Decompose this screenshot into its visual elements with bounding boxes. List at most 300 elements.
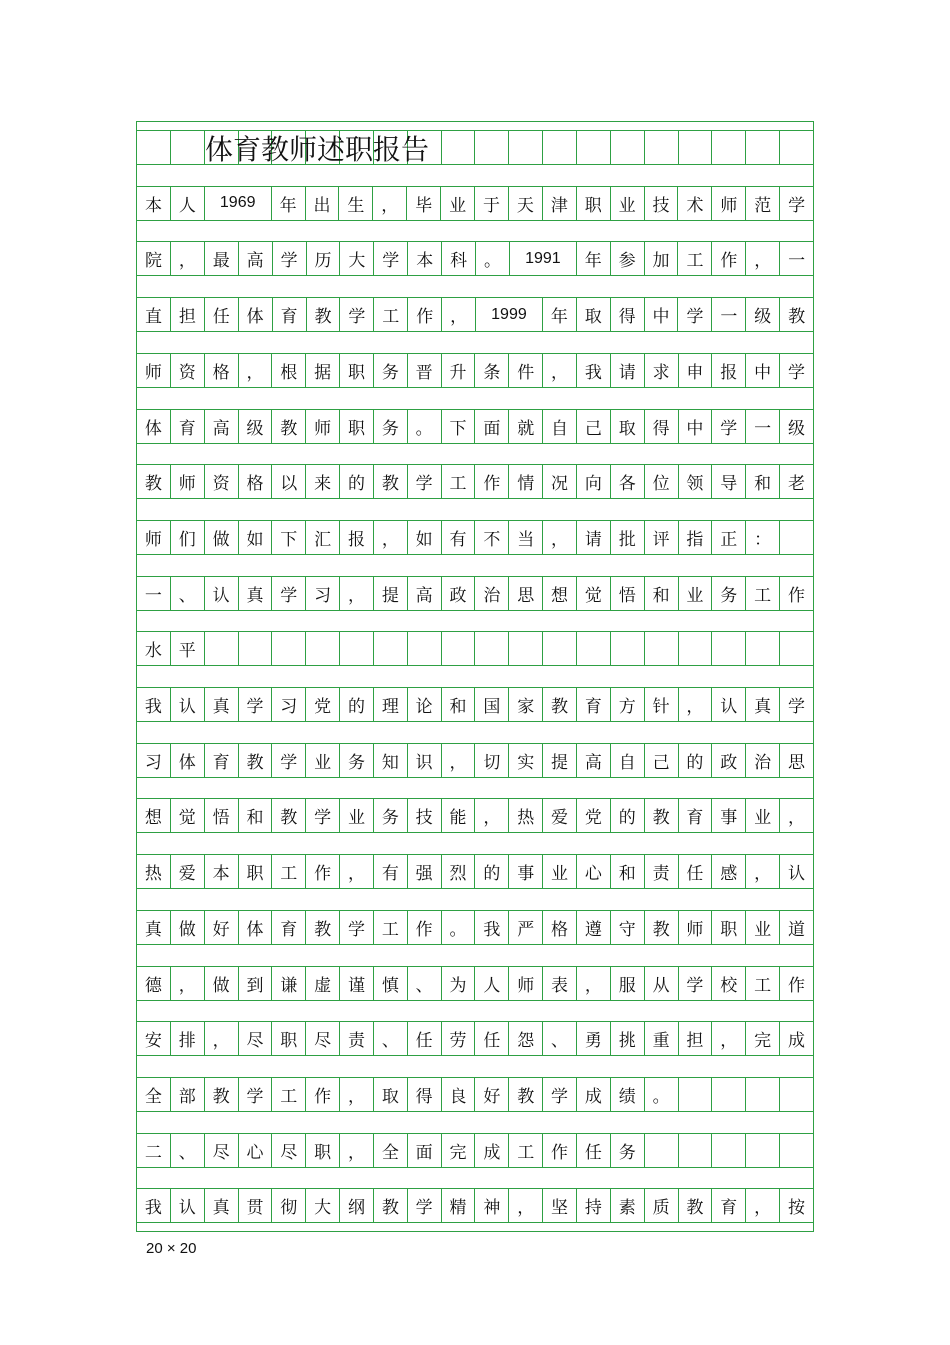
grid-cell: 绩 (611, 1078, 645, 1111)
grid-cell: 政 (442, 577, 476, 610)
grid-cell: 职 (272, 1022, 306, 1055)
grid-cell: 一 (712, 298, 746, 331)
grid-cell: 怨 (509, 1022, 543, 1055)
grid-cell: ： (746, 521, 780, 554)
grid-cell: 请 (577, 521, 611, 554)
grid-cell: 学 (306, 799, 340, 832)
grid-cell: 就 (509, 410, 543, 443)
grid-cell: 爱 (543, 799, 577, 832)
grid-cell: 我 (137, 1189, 171, 1222)
grid-cell: 务 (712, 577, 746, 610)
grid-cell: 不 (475, 521, 509, 554)
grid-cell: 能 (442, 799, 476, 832)
grid-cell: 素 (611, 1189, 645, 1222)
grid-cell: 职 (340, 354, 374, 387)
grid-cell: 教 (374, 465, 408, 498)
text-line (137, 520, 813, 555)
grid-cell: 、 (408, 967, 442, 1000)
grid-cell: 和 (645, 577, 679, 610)
grid-cell: 们 (171, 521, 205, 554)
grid-cell: 以 (272, 465, 306, 498)
grid-cell: ， (239, 354, 273, 387)
grid-cell: 师 (306, 410, 340, 443)
grid-cell: 业 (441, 187, 475, 220)
grid-cell: 育 (712, 1189, 746, 1222)
grid-cell: 体 (239, 911, 273, 944)
grid-cell (577, 131, 611, 164)
grid-cell: 识 (408, 744, 442, 777)
grid-cell: 职 (340, 410, 374, 443)
grid-cell: 爱 (171, 855, 205, 888)
grid-cell: 下 (272, 521, 306, 554)
grid-cell: 觉 (577, 577, 611, 610)
grid-cell: 。 (442, 911, 476, 944)
grid-cell: 如 (408, 521, 442, 554)
text-line (137, 186, 813, 221)
grid-cell: 治 (475, 577, 509, 610)
grid-cell: 作 (543, 1134, 577, 1167)
grid-cell (611, 131, 645, 164)
grid-cell: 职 (577, 187, 611, 220)
grid-cell (543, 131, 577, 164)
grid-cell: 成 (787, 1031, 805, 1052)
grid-cell (239, 632, 273, 665)
grid-cell: 尽 (205, 1134, 239, 1167)
grid-cell: 业 (746, 911, 780, 944)
grid-cell: 当 (509, 521, 543, 554)
grid-cell: 学 (408, 1189, 442, 1222)
grid-cell: 德 (137, 967, 171, 1000)
grid-cell: 务 (611, 1134, 645, 1167)
grid-cell: 到 (239, 967, 273, 1000)
grid-cell: 、 (543, 1022, 577, 1055)
grid-cell: 汇 (306, 521, 340, 554)
grid-cell: 工 (374, 911, 408, 944)
grid-cell (509, 632, 543, 665)
grid-cell (780, 1134, 813, 1167)
grid-cell (611, 632, 645, 665)
grid-cell: 年 (543, 298, 577, 331)
grid-cell: 格 (543, 911, 577, 944)
grid-cell: 育 (171, 410, 205, 443)
grid-cell: 提 (374, 577, 408, 610)
grid-cell: 教 (509, 1078, 543, 1111)
grid-cell: 高 (408, 577, 442, 610)
grid-cell: 真 (205, 688, 239, 721)
grid-cell: 请 (611, 354, 645, 387)
grid-cell: 我 (577, 354, 611, 387)
grid-cell: 育 (577, 688, 611, 721)
grid-cell: 心 (239, 1134, 273, 1167)
grid-cell: 认 (205, 577, 239, 610)
grid-cell: 遵 (577, 911, 611, 944)
grid-cell (306, 632, 340, 665)
grid-cell: 历 (307, 242, 341, 275)
grid-cell: 教 (306, 911, 340, 944)
grid-cell (509, 131, 543, 164)
grid-cell: 劳 (442, 1022, 476, 1055)
grid-cell: 工 (746, 967, 780, 1000)
grid-cell: 取 (611, 410, 645, 443)
grid-cell: 1991 (510, 242, 577, 275)
grid-cell: 守 (611, 911, 645, 944)
grid-cell (645, 131, 679, 164)
grid-cell: 工 (442, 465, 476, 498)
grid-cell: ， (746, 1189, 780, 1222)
grid-cell: ， (679, 688, 713, 721)
grid-cell: 热 (137, 855, 171, 888)
grid-cell: 习 (272, 688, 306, 721)
grid-cell: 强 (408, 855, 442, 888)
grid-cell: 务 (374, 410, 408, 443)
grid-cell: 校 (712, 967, 746, 1000)
grid-cell: 尽 (272, 1134, 306, 1167)
grid-cell: 津 (543, 187, 577, 220)
grid-cell: 感 (712, 855, 746, 888)
grid-cell: 任 (408, 1022, 442, 1055)
grid-cell: 1999 (476, 298, 543, 331)
grid-cell: 认 (712, 688, 746, 721)
grid-cell: 工 (746, 577, 780, 610)
grid-cell: 认 (787, 864, 805, 885)
grid-cell: 天 (509, 187, 543, 220)
grid-cell: ， (374, 521, 408, 554)
grid-cell: 育 (679, 799, 713, 832)
grid-cell: 作 (306, 1078, 340, 1111)
grid-cell: 得 (408, 1078, 442, 1111)
text-line (137, 687, 813, 722)
grid-cell: 求 (645, 354, 679, 387)
grid-cell: 条 (475, 354, 509, 387)
grid-cell: ， (442, 744, 476, 777)
grid-cell: 师 (679, 911, 713, 944)
grid-cell: 教 (374, 1189, 408, 1222)
grid-cell: 治 (746, 744, 780, 777)
grid-cell: 师 (171, 465, 205, 498)
grid-cell: 年 (577, 242, 611, 275)
grid-cell: 完 (442, 1134, 476, 1167)
grid-cell: 业 (306, 744, 340, 777)
grid-cell (746, 1078, 780, 1111)
grid-cell: 得 (611, 298, 645, 331)
grid-cell: 中 (679, 410, 713, 443)
grid-cell: 表 (543, 967, 577, 1000)
text-line (137, 353, 813, 388)
grid-cell: 思 (787, 752, 805, 773)
text-line (137, 743, 813, 778)
grid-cell: 知 (374, 744, 408, 777)
grid-cell: 责 (340, 1022, 374, 1055)
grid-cell: 好 (205, 911, 239, 944)
grid-cell (374, 632, 408, 665)
grid-cell: 教 (137, 465, 171, 498)
grid-cell: 毕 (407, 187, 441, 220)
grid-cell: 工 (272, 1078, 306, 1111)
grid-cell: 申 (679, 354, 713, 387)
grid-cell: 精 (442, 1189, 476, 1222)
grid-cell: 面 (408, 1134, 442, 1167)
grid-cell: 想 (543, 577, 577, 610)
grid-cell (746, 131, 780, 164)
grid-cell: 本 (408, 242, 442, 275)
grid-cell: 中 (645, 298, 679, 331)
grid-cell: 质 (645, 1189, 679, 1222)
grid-cell (780, 632, 813, 665)
grid-cell: 工 (509, 1134, 543, 1167)
grid-cell: ， (340, 855, 374, 888)
grid-cell: 批 (611, 521, 645, 554)
grid-cell: 育 (273, 298, 307, 331)
grid-cell: 件 (509, 354, 543, 387)
grid-cell: ， (373, 187, 407, 220)
grid-cell: 理 (374, 688, 408, 721)
grid-cell: 热 (509, 799, 543, 832)
grid-cell: 谦 (272, 967, 306, 1000)
grid-cell: 教 (272, 799, 306, 832)
grid-cell: 排 (171, 1022, 205, 1055)
grid-cell: 做 (205, 521, 239, 554)
manuscript-grid (136, 121, 814, 1232)
grid-cell: 任 (205, 298, 239, 331)
grid-cell: 思 (509, 577, 543, 610)
grid-cell: ， (205, 1022, 239, 1055)
grid-cell: 最 (205, 242, 239, 275)
grid-cell: 、 (374, 1022, 408, 1055)
grid-cell: 己 (645, 744, 679, 777)
grid-cell: ， (787, 808, 805, 829)
grid-cell: 出 (306, 187, 340, 220)
grid-cell: 为 (442, 967, 476, 1000)
grid-cell: 贯 (239, 1189, 273, 1222)
grid-cell: 习 (306, 577, 340, 610)
grid-cell: ， (543, 521, 577, 554)
grid-cell: 向 (577, 465, 611, 498)
grid-cell: 工 (374, 298, 408, 331)
text-line (137, 1021, 813, 1056)
grid-cell: 教 (205, 1078, 239, 1111)
grid-cell: 成 (577, 1078, 611, 1111)
grid-cell: 育 (205, 744, 239, 777)
grid-cell: 党 (306, 688, 340, 721)
grid-cell: 1969 (205, 187, 272, 220)
grid-cell: 体 (171, 744, 205, 777)
grid-cell: 二 (137, 1134, 171, 1167)
grid-cell: ， (475, 799, 509, 832)
grid-cell: 事 (712, 799, 746, 832)
grid-cell: 老 (787, 474, 805, 495)
grid-cell: ， (712, 1022, 746, 1055)
grid-cell: 教 (645, 911, 679, 944)
grid-cell: 作 (475, 465, 509, 498)
text-line (137, 241, 813, 276)
grid-cell: 于 (475, 187, 509, 220)
grid-cell: 论 (408, 688, 442, 721)
grid-cell: 全 (374, 1134, 408, 1167)
grid-cell: 工 (272, 855, 306, 888)
grid-cell: 严 (509, 911, 543, 944)
grid-cell: 院 (137, 242, 171, 275)
grid-cell: 一 (746, 410, 780, 443)
grid-cell: 育 (272, 911, 306, 944)
grid-cell: 尽 (239, 1022, 273, 1055)
grid-cell: 级 (746, 298, 780, 331)
grid-cell: 心 (577, 855, 611, 888)
grid-cell: 职 (306, 1134, 340, 1167)
grid-cell: 直 (137, 298, 171, 331)
grid-cell: 务 (340, 744, 374, 777)
grid-cell: 真 (239, 577, 273, 610)
grid-cell: 学 (787, 362, 805, 383)
grid-cell: 教 (788, 307, 806, 328)
grid-cell: ， (442, 298, 476, 331)
grid-cell: 学 (678, 298, 712, 331)
grid-cell (272, 632, 306, 665)
grid-cell: 服 (611, 967, 645, 1000)
grid-cell: 人 (475, 967, 509, 1000)
grid-cell: 纲 (340, 1189, 374, 1222)
grid-cell: 正 (712, 521, 746, 554)
grid-cell: 学 (272, 577, 306, 610)
grid-cell: 大 (340, 242, 374, 275)
grid-cell: 来 (306, 465, 340, 498)
text-line (137, 409, 813, 444)
grid-cell: 真 (137, 911, 171, 944)
grid-cell: 教 (239, 744, 273, 777)
grid-cell: 业 (746, 799, 780, 832)
grid-cell: 加 (645, 242, 679, 275)
text-line (137, 297, 813, 332)
grid-cell (442, 131, 476, 164)
grid-cell: 任 (679, 855, 713, 888)
grid-cell: 根 (272, 354, 306, 387)
grid-cell (340, 632, 374, 665)
grid-cell: 勇 (577, 1022, 611, 1055)
grid-cell: 我 (137, 688, 171, 721)
grid-cell: 工 (678, 242, 712, 275)
grid-cell: 教 (272, 410, 306, 443)
grid-cell (645, 1134, 679, 1167)
grid-cell: 业 (340, 799, 374, 832)
grid-cell: 教 (307, 298, 341, 331)
grid-cell: 事 (509, 855, 543, 888)
grid-cell: 自 (543, 410, 577, 443)
grid-cell: 导 (712, 465, 746, 498)
grid-cell: 政 (712, 744, 746, 777)
grid-cell: ， (746, 242, 780, 275)
grid-cell: 和 (239, 799, 273, 832)
grid-cell: 烈 (442, 855, 476, 888)
grid-cell: ， (577, 967, 611, 1000)
grid-cell: 学 (239, 1078, 273, 1111)
grid-cell: 学 (340, 298, 374, 331)
grid-cell: 平 (171, 632, 205, 665)
grid-cell: 下 (442, 410, 476, 443)
grid-cell: 道 (787, 919, 805, 940)
grid-cell: 我 (475, 911, 509, 944)
grid-cell: 的 (475, 855, 509, 888)
grid-cell: 任 (577, 1134, 611, 1167)
grid-cell: 中 (746, 354, 780, 387)
grid-cell: 责 (645, 855, 679, 888)
grid-cell: 作 (306, 855, 340, 888)
grid-cell: 位 (645, 465, 679, 498)
grid-cell: 做 (205, 967, 239, 1000)
grid-cell: 的 (340, 688, 374, 721)
grid-cell: 学 (340, 911, 374, 944)
grid-cell (712, 131, 746, 164)
grid-cell: 针 (645, 688, 679, 721)
grid-cell: 虚 (306, 967, 340, 1000)
grid-cell (712, 1078, 746, 1111)
grid-cell: 安 (137, 1022, 171, 1055)
grid-cell: 国 (475, 688, 509, 721)
grid-cell: 担 (171, 298, 205, 331)
grid-cell: 、 (171, 577, 205, 610)
grid-cell: 一 (788, 251, 806, 272)
grid-cell: 体 (137, 410, 171, 443)
grid-cell (679, 1134, 713, 1167)
grid-cell: 评 (645, 521, 679, 554)
grid-cell: 师 (509, 967, 543, 1000)
grid-cell: 从 (645, 967, 679, 1000)
grid-cell: 任 (475, 1022, 509, 1055)
grid-cell (780, 1078, 813, 1111)
document-title: 体育教师述职报告 (205, 133, 430, 166)
grid-cell: 完 (746, 1022, 780, 1055)
grid-cell: 业 (611, 187, 645, 220)
grid-cell (679, 632, 713, 665)
grid-cell (475, 632, 509, 665)
grid-cell: 学 (408, 465, 442, 498)
grid-cell: 况 (543, 465, 577, 498)
grid-cell: 级 (239, 410, 273, 443)
grid-cell: 持 (577, 1189, 611, 1222)
grid-cell: 尽 (306, 1022, 340, 1055)
grid-cell: 好 (475, 1078, 509, 1111)
grid-cell: 的 (340, 465, 374, 498)
grid-cell: 作 (787, 975, 805, 996)
grid-cell: 大 (306, 1189, 340, 1222)
grid-cell: 技 (645, 187, 679, 220)
grid-cell: ， (543, 354, 577, 387)
grid-cell: 高 (577, 744, 611, 777)
grid-cell: 范 (746, 187, 780, 220)
grid-cell (543, 632, 577, 665)
grid-cell: 。 (408, 410, 442, 443)
grid-cell (137, 131, 171, 164)
text-line (137, 910, 813, 945)
grid-cell: 想 (137, 799, 171, 832)
grid-cell (679, 131, 713, 164)
grid-cell: 师 (137, 354, 171, 387)
grid-cell: 教 (679, 1189, 713, 1222)
text-line (137, 631, 813, 666)
grid-cell: 家 (509, 688, 543, 721)
grid-cell: 高 (239, 242, 273, 275)
grid-cell: 认 (171, 1189, 205, 1222)
grid-cell: 如 (239, 521, 273, 554)
grid-cell: 和 (442, 688, 476, 721)
grid-cell: 指 (679, 521, 713, 554)
grid-cell (780, 521, 813, 554)
grid-cell: 己 (577, 410, 611, 443)
grid-cell (205, 632, 239, 665)
grid-cell: 得 (645, 410, 679, 443)
grid-cell (645, 632, 679, 665)
grid-cell: 资 (171, 354, 205, 387)
text-line (137, 854, 813, 889)
grid-cell: 学 (787, 697, 805, 717)
